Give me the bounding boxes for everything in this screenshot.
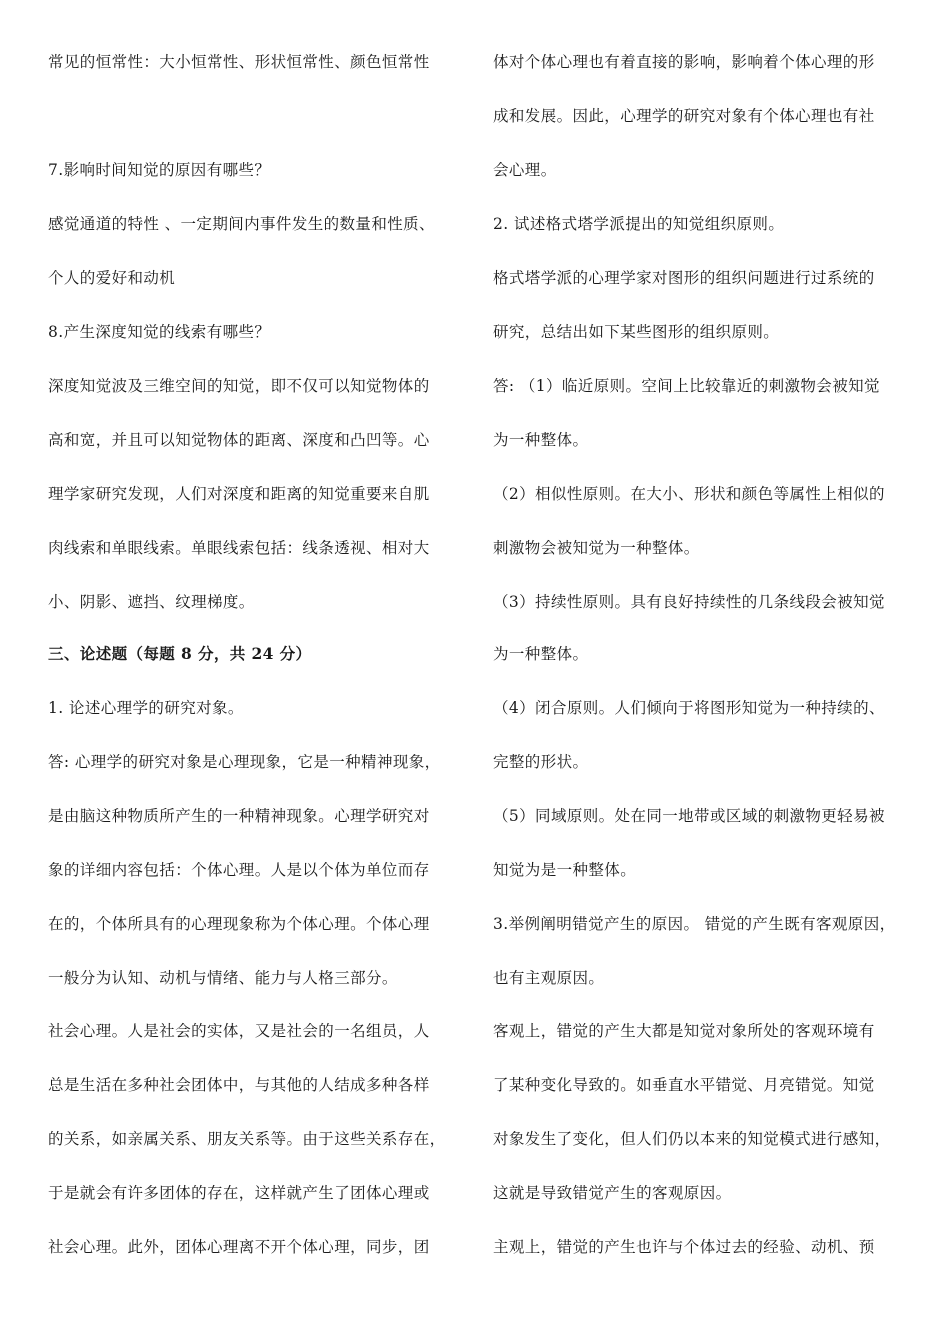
question-heading: 3.举例阐明错觉产生的原因。 错觉的产生既有客观原因，: [493, 915, 896, 933]
text-line: 成和发展。因此，心理学的研究对象有个体心理也有社: [493, 107, 875, 125]
text-line: 格式塔学派的心理学家对图形的组织问题进行过系统的: [493, 269, 875, 287]
text-line: 高和宽，并且可以知觉物体的距离、深度和凸凹等。心: [48, 431, 430, 449]
text-line: 客观上，错觉的产生大都是知觉对象所处的客观环境有: [493, 1022, 875, 1040]
text-line: （2）相似性原则。在大小、形状和颜色等属性上相似的: [493, 485, 885, 503]
text-line: 体对个体心理也有着直接的影响，影响着个体心理的形: [493, 53, 875, 71]
text-line: （3）持续性原则。具有良好持续性的几条线段会被知觉: [493, 593, 885, 611]
text-line: 的关系，如亲属关系、朋友关系等。由于这些关系存在，: [48, 1130, 446, 1148]
text-line: 了某种变化导致的。如垂直水平错觉、月亮错觉。知觉: [493, 1076, 875, 1094]
answer-line: 答: （1）临近原则。空间上比较靠近的刺激物会被知觉: [493, 377, 880, 395]
text-line: 为一种整体。: [493, 431, 589, 449]
text-line: 这就是导致错觉产生的客观原因。: [493, 1184, 732, 1202]
text-line: 小、阴影、遮挡、纹理梯度。: [48, 593, 255, 611]
text-line: 理学家研究发现，人们对深度和距离的知觉重要来自肌: [48, 485, 430, 503]
question-heading: 1. 论述心理学的研究对象。: [48, 699, 244, 717]
question-heading: 2. 试述格式塔学派提出的知觉组织原则。: [493, 215, 785, 233]
text-line: 会心理。: [493, 161, 557, 179]
text-line: （4）闭合原则。人们倾向于将图形知觉为一种持续的、: [493, 699, 885, 717]
text-line: 是由脑这种物质所产生的一种精神现象。心理学研究对: [48, 807, 430, 825]
section-heading: 三、论述题（每题 8 分，共 24 分）: [48, 644, 312, 663]
question-heading: 7.影响时间知觉的原因有哪些？: [48, 161, 271, 179]
text-line: 研究，总结出如下某些图形的组织原则。: [493, 323, 780, 341]
text-line: 个人的爱好和动机: [48, 269, 176, 287]
text-line: 社会心理。此外，团体心理离不开个体心理，同步，团: [48, 1238, 430, 1256]
answer-line: 答: 心理学的研究对象是心理现象，它是一种精神现象，: [48, 753, 441, 771]
text-line: 在的，个体所具有的心理现象称为个体心理。个体心理: [48, 915, 430, 933]
text-line: 深度知觉波及三维空间的知觉，即不仅可以知觉物体的: [48, 377, 430, 395]
text-line: 完整的形状。: [493, 753, 589, 771]
text-line: 总是生活在多种社会团体中，与其他的人结成多种各样: [48, 1076, 430, 1094]
text-line: 感觉通道的特性 、一定期间内事件发生的数量和性质、: [48, 215, 435, 233]
text-line: 主观上，错觉的产生也许与个体过去的经验、动机、预: [493, 1238, 875, 1256]
text-line: 于是就会有许多团体的存在，这样就产生了团体心理或: [48, 1184, 430, 1202]
text-line: 常见的恒常性：大小恒常性、形状恒常性、颜色恒常性: [48, 53, 430, 71]
text-line: 也有主观原因。: [493, 969, 605, 987]
text-line: （5）同域原则。处在同一地带或区域的刺激物更轻易被: [493, 807, 885, 825]
text-line: 肉线索和单眼线索。单眼线索包括：线条透视、相对大: [48, 539, 430, 557]
text-line: 知觉为是一种整体。: [493, 861, 637, 879]
text-line: 对象发生了变化，但人们仍以本来的知觉模式进行感知，: [493, 1130, 891, 1148]
text-line: 象的详细内容包括：个体心理。人是以个体为单位而存: [48, 861, 430, 879]
question-heading: 8.产生深度知觉的线索有哪些？: [48, 323, 271, 341]
text-line: 社会心理。人是社会的实体，又是社会的一名组员，人: [48, 1022, 430, 1040]
text-line: 一般分为认知、动机与情绪、能力与人格三部分。: [48, 969, 398, 987]
text-line: 为一种整体。: [493, 645, 589, 663]
text-line: 刺激物会被知觉为一种整体。: [493, 539, 700, 557]
